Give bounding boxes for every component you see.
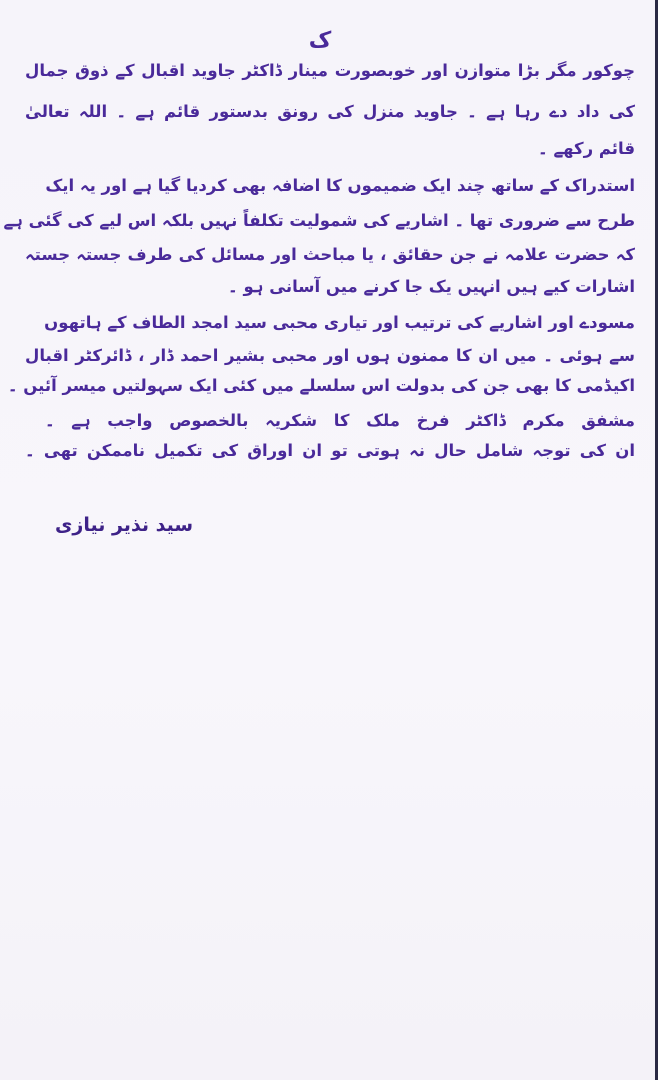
paragraph-1-line-2: کی داد دے رہا ہے ۔ جاوید منزل کی رونق بدستور قائم ہے ۔ اللہ تعالیٰ — [25, 102, 635, 121]
paragraph-2-line-3: کہ حضرت علامہ نے جن حقائق ، یا مباحث اور مسائل کی طرف جستہ جستہ — [25, 245, 635, 264]
paragraph-1-line-1: چوکور مگر بڑا متوازن اور خوبصورت مینار ڈاکٹر جاوید اقبال کے ذوق جمال — [25, 61, 635, 80]
paragraph-2-line-2: طرح سے ضروری تھا ۔ اشاریے کی شمولیت تکلفاً نہیں بلکہ اس لیے کی گئی ہے — [3, 211, 635, 230]
paragraph-4-line-2: ان کی توجہ شامل حال نہ ہوتی تو ان اوراق کی تکمیل ناممکن تھی ۔ — [25, 441, 635, 460]
page-number: ک — [308, 28, 332, 53]
paragraph-3-line-2: سے ہوئی ۔ میں ان کا ممنون ہوں اور محبی بشیر احمد ڈار ، ڈائرکٹر اقبال — [25, 346, 635, 365]
paragraph-2-line-1: استدراک کے ساتھ چند ایک ضمیموں کا اضافہ بھی کردیا گیا ہے اور یہ ایک — [45, 176, 635, 195]
paragraph-4-line-1: مشفق مکرم ڈاکٹر فرخ ملک کا شکریہ بالخصوص واجب ہے ۔ — [45, 411, 635, 430]
paragraph-1-line-3: قائم رکھے ۔ — [538, 139, 635, 158]
paragraph-3-line-3: اکیڈمی کا بھی جن کی بدولت اس سلسلے میں کئی ایک سہولتیں میسر آئیں ۔ — [7, 376, 635, 395]
paragraph-2-line-4: اشارات کیے ہیں انہیں یک جا کرنے میں آسانی ہو ۔ — [228, 277, 635, 296]
paragraph-3-line-1: مسودے اور اشاریے کی ترتیب اور تیاری محبی سید امجد الطاف کے ہاتھوں — [44, 313, 635, 332]
author-signature: سید نذیر نیازی — [55, 514, 194, 536]
